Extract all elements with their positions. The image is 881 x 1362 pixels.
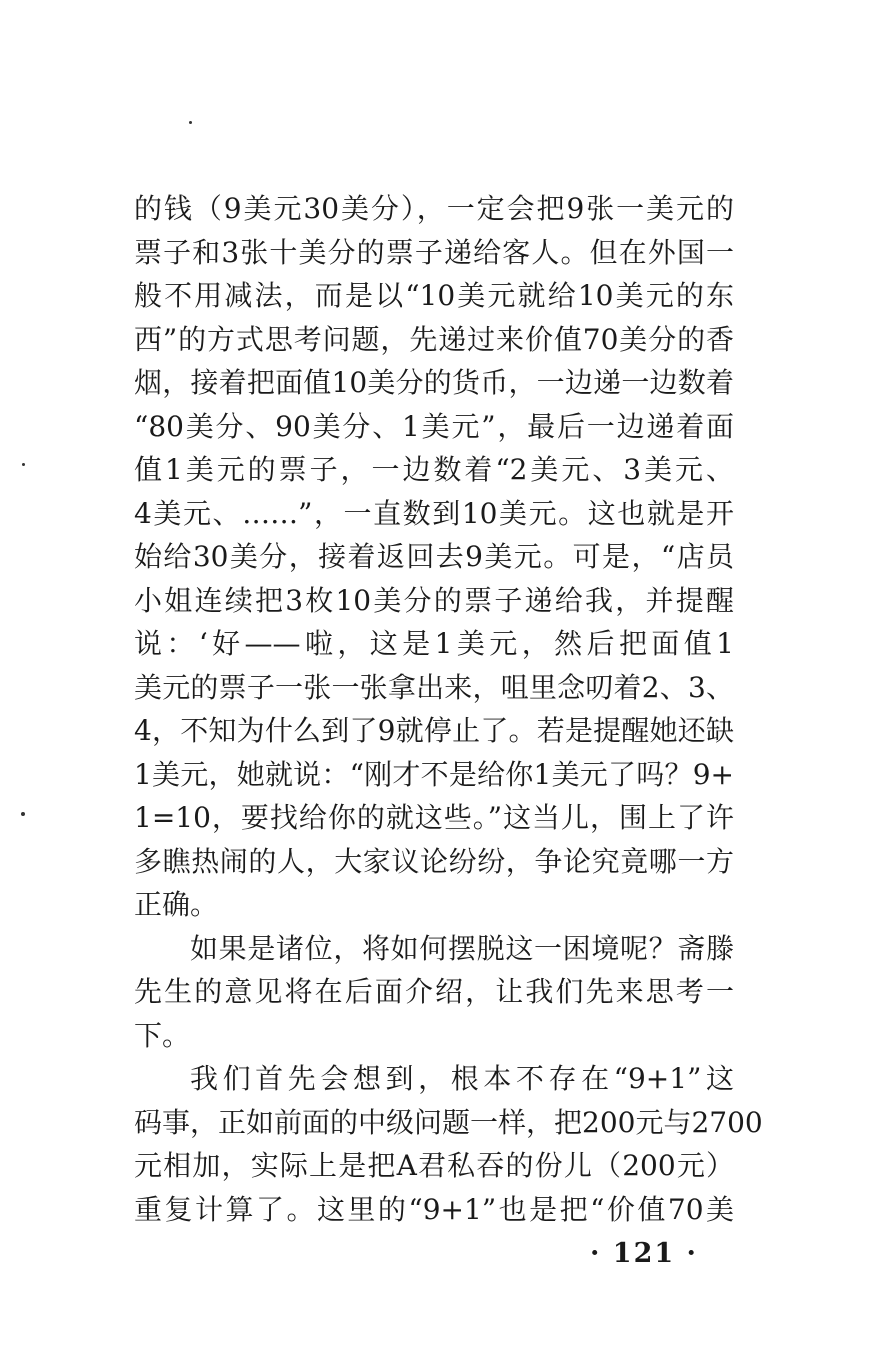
text-line: 1=10，要找给你的就这些。”这当儿，围上了许 xyxy=(134,801,734,834)
text-line: 元相加，实际上是把A君私吞的份儿（200元） xyxy=(134,1149,734,1182)
scan-speck xyxy=(21,812,25,816)
text-line: 始给30美分，接着返回去9美元。可是，“店员 xyxy=(134,540,734,573)
text-line: 般不用减法，而是以“10美元就给10美元的东 xyxy=(134,279,734,312)
text-line: 多瞧热闹的人，大家议论纷纷，争论究竟哪一方 xyxy=(134,844,734,878)
text-line: 下。 xyxy=(134,1018,191,1052)
text-line: 重复计算了。这里的“9+1”也是把“价值70美 xyxy=(134,1192,734,1226)
text-line: 码事，正如前面的中级问题一样，把200元与2700 xyxy=(134,1105,763,1139)
text-line: 我们首先会想到，根本不存在“9+1”这 xyxy=(190,1062,734,1095)
text-line: 1美元，她就说：“刚才不是给你1美元了吗？9+ xyxy=(134,757,734,791)
text-line: “80美分、90美分、1美元”，最后一边递着面 xyxy=(134,409,734,443)
text-line: 说：‘好——啦，这是1美元，然后把面值1 xyxy=(134,627,734,660)
text-line: 的钱（9美元30美分），一定会把9张一美元的 xyxy=(134,192,734,225)
scan-speck xyxy=(189,121,192,124)
text-line: 小姐连续把3枚10美分的票子递给我，并提醒 xyxy=(134,583,734,617)
body-text xyxy=(134,187,763,1231)
text-line: 4，不知为什么到了9就停止了。若是提醒她还缺 xyxy=(134,714,734,747)
page-number: · 121 · xyxy=(590,1238,698,1269)
text-line: 西”的方式思考问题，先递过来价值70美分的香 xyxy=(134,322,734,356)
text-line: 正确。 xyxy=(134,888,219,921)
text-line: 4美元、……”，一直数到10美元。这也就是开 xyxy=(134,496,734,530)
text-line: 烟，接着把面值10美分的货币，一边递一边数着 xyxy=(134,366,734,399)
text-line: 票子和3张十美分的票子递给客人。但在外国一 xyxy=(134,235,734,269)
text-line: 值1美元的票子，一边数着“2美元、3美元、 xyxy=(134,453,734,486)
text-line: 先生的意见将在后面介绍，让我们先来思考一 xyxy=(134,975,734,1008)
text-line: 美元的票子一张一张拿出来，咀里念叨着2、3、 xyxy=(134,670,734,704)
scan-speck xyxy=(22,463,25,466)
text-line: 如果是诸位，将如何摆脱这一困境呢？斋滕 xyxy=(190,931,734,965)
